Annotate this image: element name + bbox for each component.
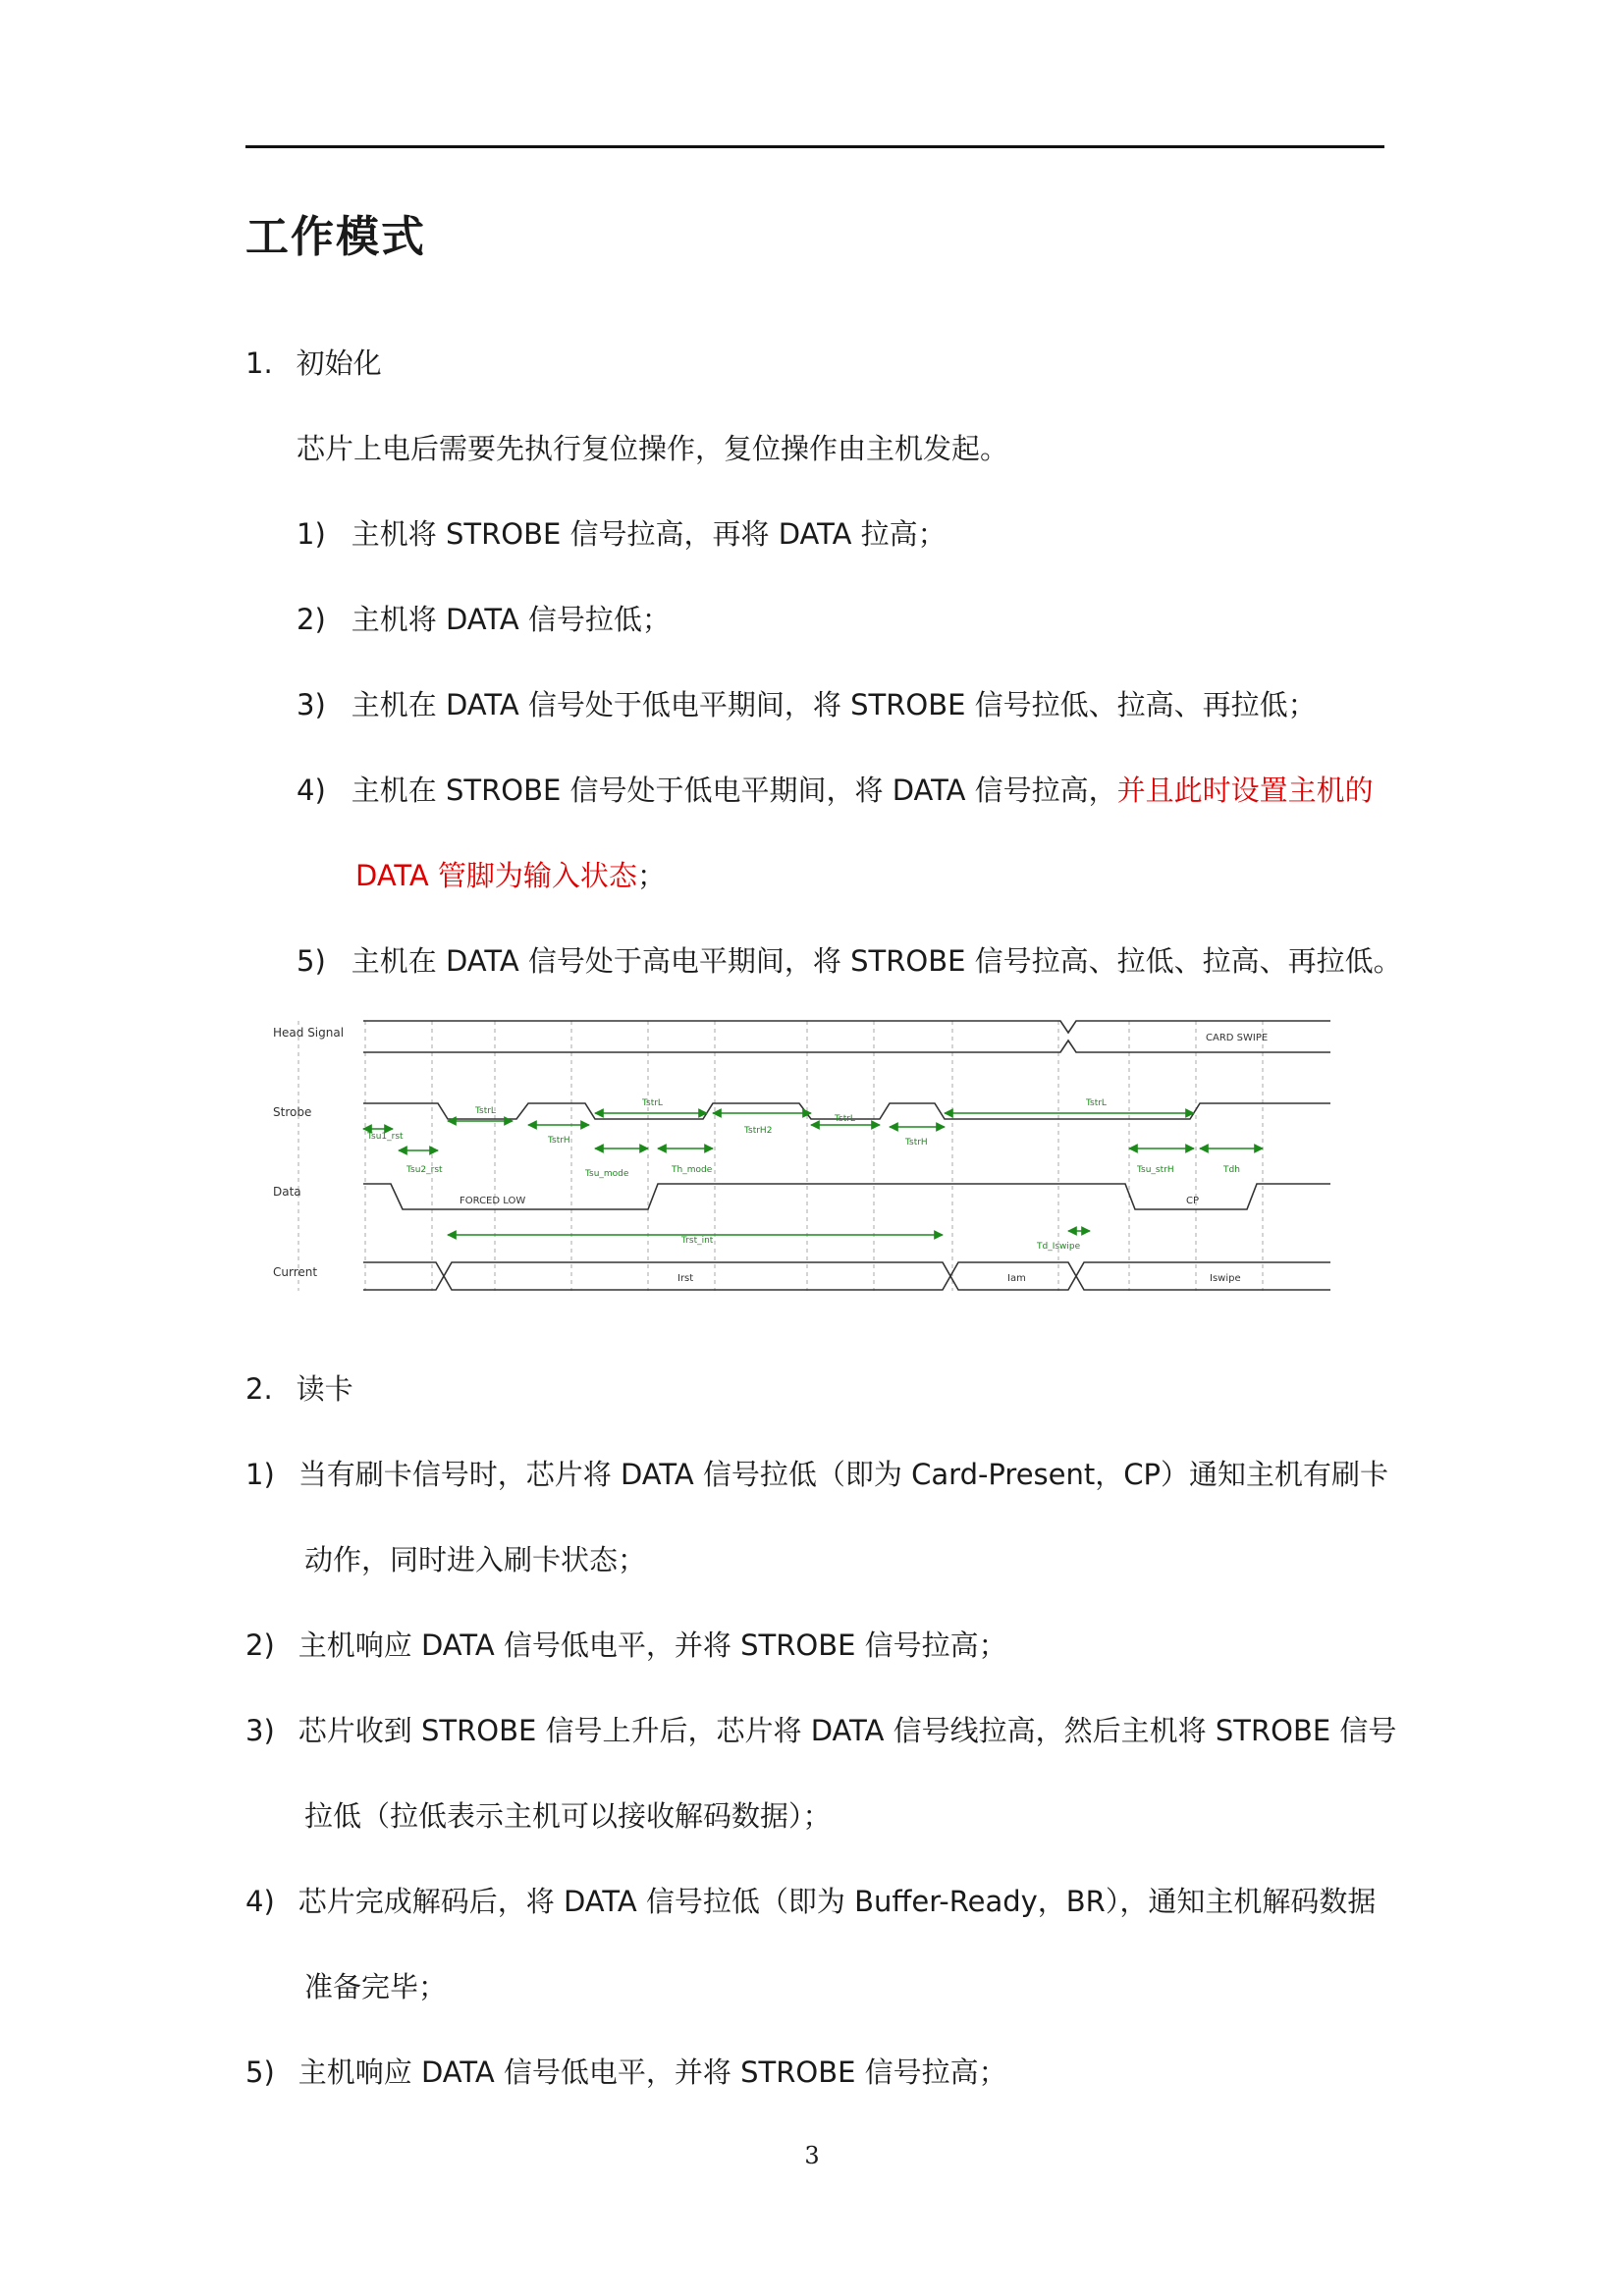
read-step-3 [245, 1711, 1396, 1750]
step-number: 4) [297, 774, 326, 807]
label-iam: Iam [1007, 1273, 1026, 1284]
label-tstrl-4: TstrL [1086, 1098, 1107, 1108]
read-heading-num: 2. [245, 1372, 273, 1406]
read-step-4-cont: 准备完毕； [304, 1970, 448, 2003]
section-title: 工作模式 [245, 212, 426, 262]
current-bus-top [363, 1262, 1330, 1276]
label-trst-int: Trst_int [681, 1236, 714, 1246]
step-number: 2) [245, 1629, 275, 1662]
read-step-5 [245, 2053, 1007, 2092]
label-tdh: Tdh [1223, 1165, 1240, 1175]
step-text: 主机在 STROBE 信号处于低电平期间，将 DATA 信号拉高， [351, 774, 1117, 807]
init-step-3 [297, 685, 1317, 724]
init-step-5 [297, 941, 1402, 981]
label-tstrh-1: TstrH [548, 1136, 570, 1146]
label-tsu1-rst: Tsu1_rst [367, 1132, 404, 1142]
step-text: 主机在 DATA 信号处于低电平期间，将 STROBE 信号拉低、拉高、再拉低； [351, 688, 1317, 721]
init-intro: 芯片上电后需要先执行复位操作，复位操作由主机发起。 [297, 432, 1009, 465]
step-text: 主机在 DATA 信号处于高电平期间，将 STROBE 信号拉高、拉低、拉高、再拉低。 [351, 944, 1402, 978]
init-step-4 [297, 771, 1374, 810]
label-tsu-strh: Tsu_strH [1137, 1165, 1174, 1175]
init-heading [245, 344, 382, 383]
step-number: 3) [297, 688, 326, 721]
signal-name-current: Current [273, 1265, 318, 1279]
step-text: 主机将 DATA 信号拉低； [351, 603, 671, 636]
step-text: 当有刷卡信号时，芯片将 DATA 信号拉低（即为 Card-Present，CP）通知主机有刷卡 [298, 1458, 1388, 1491]
step-number: 2) [297, 603, 326, 636]
read-step-3-cont: 拉低（拉低表示主机可以接收解码数据）； [304, 1799, 832, 1833]
label-tstrl-2: TstrL [642, 1098, 663, 1108]
header-rule [245, 145, 1384, 148]
label-tstrl-1: TstrL [475, 1106, 496, 1116]
label-tsu2-rst: Tsu2_rst [406, 1165, 443, 1175]
signal-name-head: Head Signal [273, 1026, 345, 1040]
step-text: 主机响应 DATA 信号低电平，并将 STROBE 信号拉高； [298, 2056, 1007, 2089]
read-step-4 [245, 1882, 1376, 1921]
label-forced-low: FORCED LOW [460, 1196, 526, 1206]
step-number: 3) [245, 1714, 275, 1747]
label-tstrh2: TstrH2 [744, 1126, 773, 1136]
head-signal-bottom [363, 1041, 1330, 1052]
label-tsu-mode: Tsu_mode [585, 1169, 629, 1179]
label-iswipe: Iswipe [1210, 1273, 1241, 1284]
step-number: 5) [297, 944, 326, 978]
step-warning: 并且此时设置主机的 [1116, 774, 1374, 807]
label-tstrl-3: TstrL [835, 1114, 855, 1124]
step-number: 5) [245, 2056, 275, 2089]
signal-name-data: Data [273, 1185, 301, 1199]
step-number: 1) [297, 517, 326, 551]
init-heading-text: 初始化 [296, 347, 382, 380]
label-cp: CP [1186, 1196, 1200, 1206]
step-text: 芯片收到 STROBE 信号上升后，芯片将 DATA 信号线拉高，然后主机将 STROBE 信号 [298, 1714, 1397, 1747]
label-td-iswipe: Td_Iswipe [1037, 1242, 1081, 1252]
init-step-2 [297, 600, 671, 639]
init-step-1 [297, 514, 947, 554]
step-text: 芯片完成解码后，将 DATA 信号拉低（即为 Buffer-Ready，BR），通知主机解码数据 [298, 1885, 1377, 1918]
current-bus-bottom [363, 1276, 1330, 1290]
read-heading [245, 1369, 353, 1409]
label-irst: Irst [677, 1273, 694, 1284]
read-heading-text: 读卡 [296, 1372, 353, 1406]
page-number: 3 [804, 2142, 820, 2169]
signal-name-strobe: Strobe [273, 1105, 312, 1119]
label-card-swipe: CARD SWIPE [1206, 1033, 1269, 1043]
timing-diagram [265, 1011, 1335, 1296]
step-text: 主机将 STROBE 信号拉高，再将 DATA 拉高； [351, 517, 947, 551]
timing-guides [298, 1021, 1263, 1291]
read-step-2 [245, 1626, 1007, 1665]
step-warning-cont: DATA 管脚为输入状态 [355, 859, 637, 892]
read-step-1-cont: 动作，同时进入刷卡状态； [304, 1543, 647, 1576]
head-signal-top [363, 1021, 1330, 1033]
label-th-mode: Th_mode [672, 1165, 713, 1175]
step-text-tail: ； [636, 859, 666, 892]
read-step-1 [245, 1455, 1388, 1494]
step-text: 主机响应 DATA 信号低电平，并将 STROBE 信号拉高； [298, 1629, 1007, 1662]
label-tstrh-2: TstrH [905, 1138, 928, 1148]
init-step-4-cont [355, 856, 666, 895]
init-heading-num: 1. [245, 347, 273, 380]
step-number: 4) [245, 1885, 275, 1918]
step-number: 1) [245, 1458, 275, 1491]
